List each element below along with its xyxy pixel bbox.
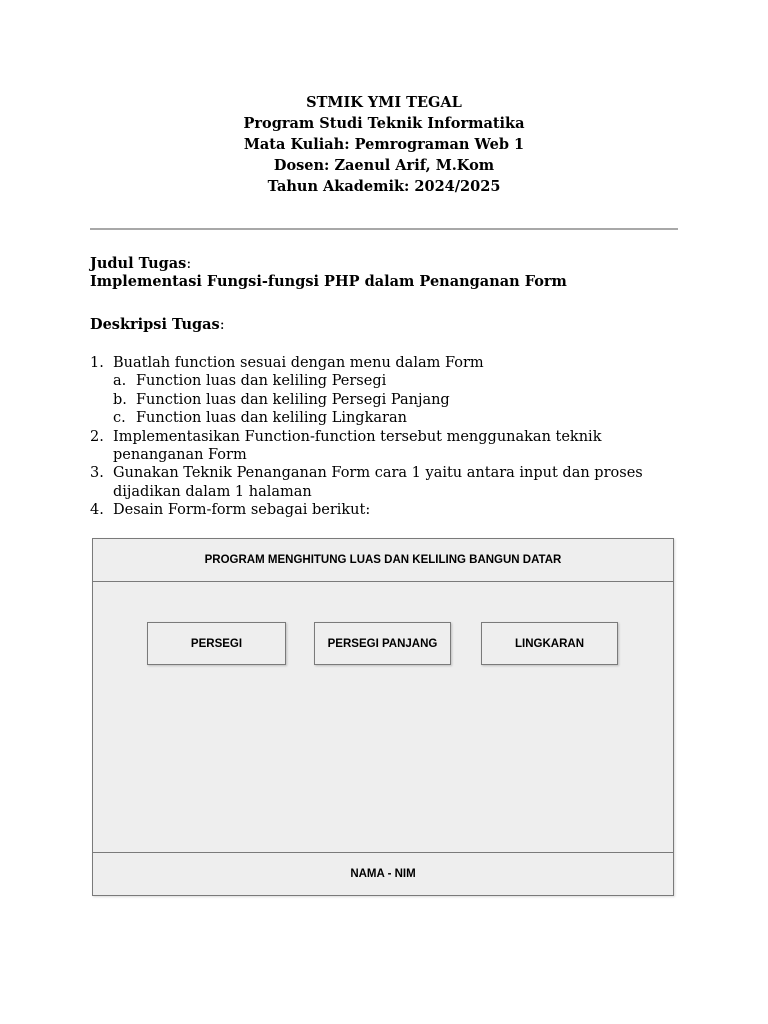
list-item-number: 4. (90, 502, 104, 519)
study-program: Program Studi Teknik Informatika (243, 115, 525, 132)
sub-list-item (90, 409, 680, 427)
sub-list-item-text: Function luas dan keliling Lingkaran (136, 410, 407, 427)
list-item-text: Buatlah function sesuai dengan menu dalam Form (113, 355, 484, 371)
list-item-number: 1. (90, 355, 104, 371)
sub-list-item-letter: a. (113, 373, 127, 390)
lecturer-name: Dosen: Zaenul Arif, M.Kom (273, 157, 495, 174)
sub-list-item-text: Function luas dan keliling Persegi Panjang (136, 391, 450, 408)
sub-list-item-letter: c. (113, 410, 126, 427)
list-item-text: Gunakan Teknik Penanganan Form cara 1 yaitu antara input dan proses dijadikan dalam 1 halaman (113, 465, 643, 500)
form-design-mockup (92, 538, 674, 896)
list-item (90, 428, 680, 465)
list-item (90, 354, 680, 372)
sub-list-item-text: Function luas dan keliling Persegi (136, 373, 387, 390)
deskripsi-colon: : (219, 317, 225, 333)
header-divider (90, 228, 678, 230)
sub-list-item (90, 372, 680, 390)
judul-colon: : (186, 256, 192, 272)
list-item-text: Implementasikan Function-function tersebut menggunakan teknik penanganan Form (113, 428, 602, 464)
list-item (90, 501, 680, 519)
list-item-number: 2. (90, 428, 104, 445)
persegi-panjang-button: PERSEGI PANJANG (314, 622, 451, 665)
judul-label: Judul Tugas (90, 255, 187, 272)
list-item (90, 464, 680, 501)
assignment-title-section (90, 255, 680, 292)
lingkaran-button: LINGKARAN (481, 622, 618, 665)
task-list (90, 354, 680, 520)
mockup-title: PROGRAM MENGHITUNG LUAS DAN KELILING BANGUN DATAR (93, 539, 673, 582)
document-header (0, 92, 768, 197)
assignment-title: Implementasi Fungsi-fungsi PHP dalam Penanganan Form (90, 273, 567, 291)
persegi-button: PERSEGI (147, 622, 286, 665)
institution-name: STMIK YMI TEGAL (306, 94, 462, 111)
sub-list-item (90, 391, 680, 409)
sub-list-item-letter: b. (113, 391, 127, 408)
list-item-number: 3. (90, 465, 104, 482)
academic-year: Tahun Akademik: 2024/2025 (267, 178, 501, 195)
deskripsi-label: Deskripsi Tugas (90, 316, 220, 333)
mockup-footer: NAMA - NIM (93, 852, 673, 895)
course-name: Mata Kuliah: Pemrograman Web 1 (243, 136, 525, 153)
description-section (90, 316, 680, 334)
list-item-text: Desain Form-form sebagai berikut: (113, 502, 371, 519)
